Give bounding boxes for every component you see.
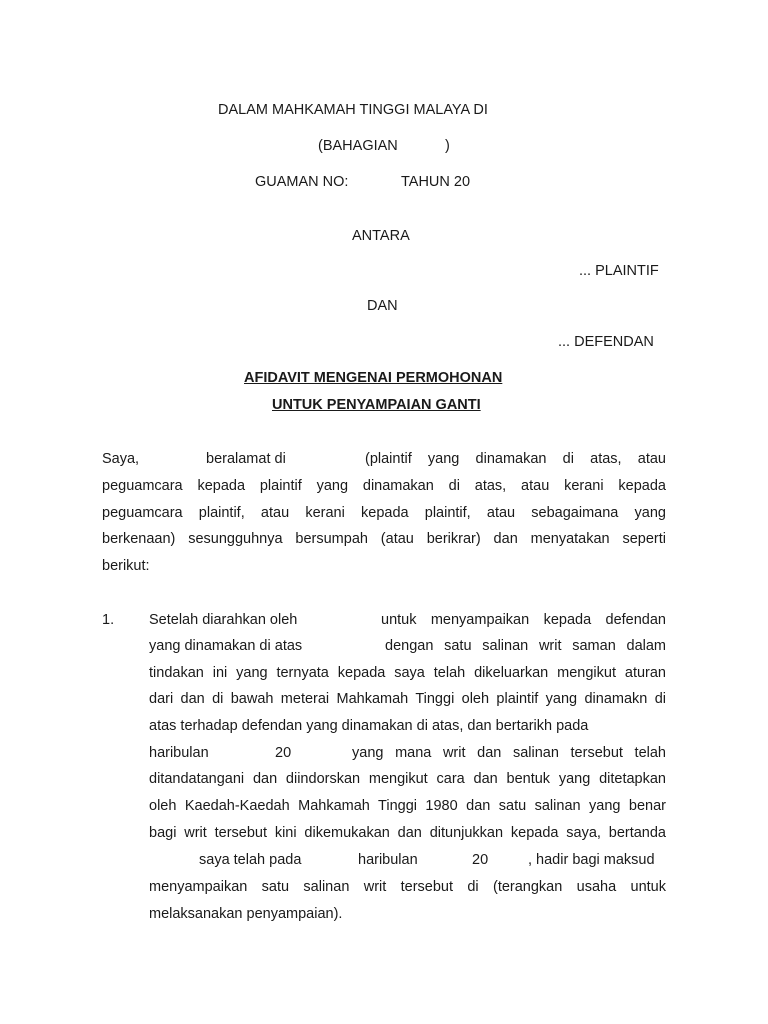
antara-label: ANTARA <box>352 228 410 244</box>
intro-beralamat: beralamat di <box>206 451 286 467</box>
para1-line10a: saya telah pada <box>199 852 302 868</box>
para1-number: 1. <box>102 612 115 628</box>
intro-line5: berikut: <box>102 558 150 574</box>
para1-line5: atas terhadap defendan yang dinamakan di atas, dan bertarikh pada <box>149 718 589 734</box>
para1-line6b: 20 <box>275 745 292 761</box>
intro-line3: peguamcara plaintif, atau kerani kepada plaintif, atau sebagaimana yang <box>102 505 666 521</box>
para1-line3: tindakan ini yang ternyata kepada saya telah dikeluarkan mengikut aturan <box>149 665 666 681</box>
intro-saya: Saya, <box>102 451 140 467</box>
document-title-line1: AFIDAVIT MENGENAI PERMOHONAN <box>244 370 503 386</box>
para1-line7: ditandatangani dan diindorskan mengikut cara dan bentuk yang ditetapkan <box>149 771 666 787</box>
para1-line4: dari dan di bawah meterai Mahkamah Tinggi oleh plaintif yang dinamakn di <box>149 691 666 707</box>
para1-line2b: dengan satu salinan writ saman dalam <box>385 638 666 654</box>
para1-line11: menyampaikan satu salinan writ tersebut di (terangkan usaha untuk <box>149 879 666 895</box>
para1-line1a: Setelah diarahkan oleh <box>149 612 298 628</box>
division-close: ) <box>445 138 450 154</box>
para1-line12: melaksanakan penyampaian). <box>149 906 343 922</box>
tahun-label: TAHUN 20 <box>401 174 471 190</box>
para1-line10c: 20 <box>472 852 489 868</box>
document-title-line2: UNTUK PENYAMPAIAN GANTI <box>272 397 481 413</box>
para1-line6c: yang mana writ dan salinan tersebut telah <box>352 745 666 761</box>
para1-line10d: , hadir bagi maksud <box>528 852 655 868</box>
para1-line10b: haribulan <box>358 852 418 868</box>
para1-line1b: untuk menyampaikan kepada defendan <box>381 612 666 628</box>
para1-line9: bagi writ tersebut kini dikemukakan dan ditunjukkan kepada saya, bertanda <box>149 825 666 841</box>
dan-label: DAN <box>367 298 398 314</box>
plaintif-label: ... PLAINTIF <box>579 263 659 279</box>
defendan-label: ... DEFENDAN <box>558 334 654 350</box>
intro-line4: berkenaan) sesungguhnya bersumpah (atau berikrar) dan menyatakan seperti <box>102 531 666 547</box>
division-label: (BAHAGIAN <box>318 138 398 154</box>
intro-line2: peguamcara kepada plaintif yang dinamakan di atas, atau kerani kepada <box>102 478 666 494</box>
para1-line8: oleh Kaedah-Kaedah Mahkamah Tinggi 1980 dan satu salinan yang benar <box>149 798 666 814</box>
intro-line1-end: (plaintif yang dinamakan di atas, atau <box>365 451 666 467</box>
para1-line2a: yang dinamakan di atas <box>149 638 303 654</box>
guaman-no-label: GUAMAN NO: <box>255 174 349 190</box>
para1-line6a: haribulan <box>149 745 209 761</box>
court-heading: DALAM MAHKAMAH TINGGI MALAYA DI <box>218 102 488 118</box>
